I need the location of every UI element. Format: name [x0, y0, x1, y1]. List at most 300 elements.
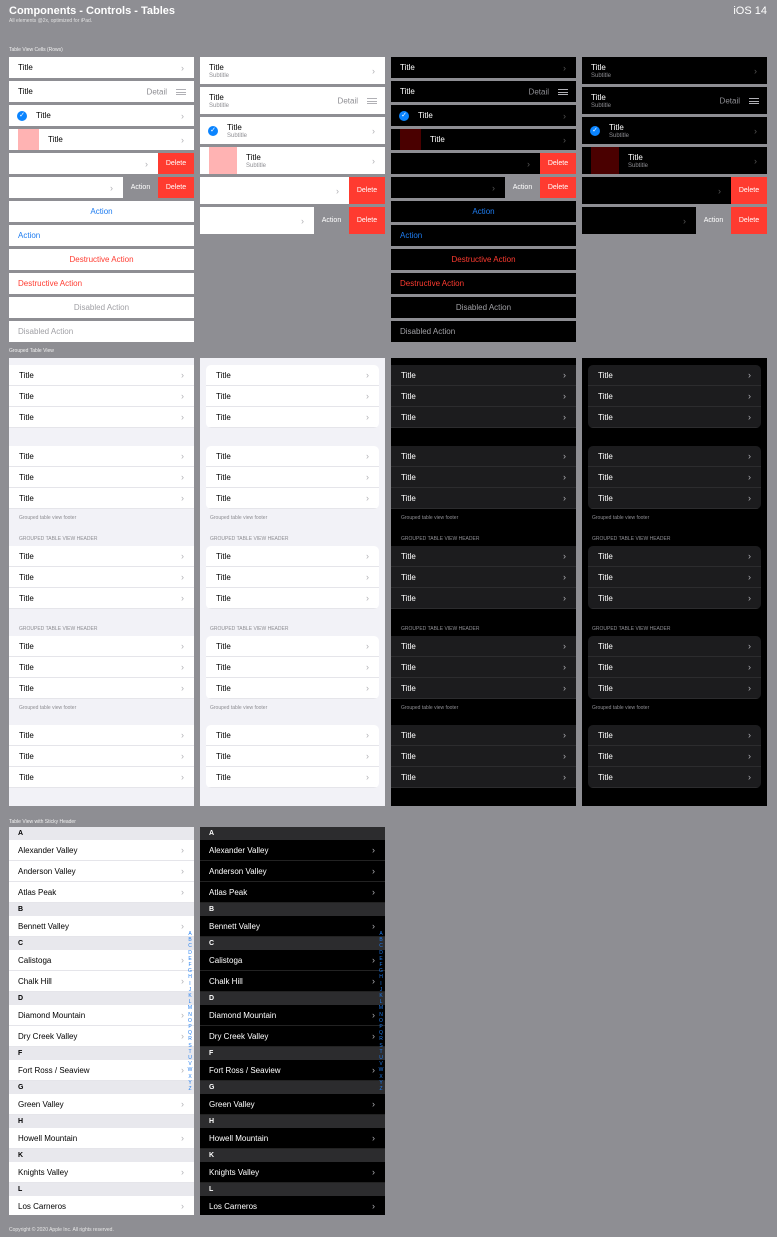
chevron-right-icon: › [181, 1099, 184, 1109]
delete-button[interactable]: Delete [731, 207, 767, 234]
sticky-section-header: B [9, 903, 194, 916]
cell-disabled-left [391, 321, 576, 342]
cell-swipe-actions[interactable] [391, 177, 576, 198]
cell-title: Title [400, 63, 415, 72]
cell-disabled-centered [391, 297, 576, 318]
reorder-icon[interactable] [749, 98, 759, 104]
chevron-right-icon: › [366, 730, 369, 740]
chevron-right-icon: › [563, 551, 566, 561]
sticky-list-item[interactable] [200, 1196, 385, 1215]
cell-destructive-centered[interactable] [9, 249, 194, 270]
cell-subtitle-checked[interactable] [582, 117, 767, 144]
sticky-list-item[interactable] [9, 1005, 194, 1026]
grouped-row[interactable] [391, 767, 576, 788]
grouped-row[interactable] [206, 588, 379, 609]
grouped-row[interactable] [588, 657, 761, 678]
grouped-row[interactable] [391, 365, 576, 386]
grouped-row-title: Title [216, 662, 231, 672]
index-letter[interactable]: L [379, 999, 383, 1006]
grouped-row[interactable] [588, 386, 761, 407]
chevron-right-icon: › [366, 472, 369, 482]
chevron-right-icon: › [366, 412, 369, 422]
sticky-section-header: K [200, 1149, 385, 1162]
grouped-row[interactable] [588, 467, 761, 488]
sticky-list-item[interactable] [9, 1128, 194, 1149]
sticky-list-item[interactable] [200, 861, 385, 882]
cell-swipe-delete[interactable] [9, 153, 194, 174]
cell-subtitle-detail[interactable] [582, 87, 767, 114]
grouped-row-title: Title [216, 730, 231, 740]
sticky-item-label: Knights Valley [18, 1167, 69, 1177]
cell-title: Title [430, 135, 445, 144]
index-letter[interactable]: K [379, 993, 383, 1000]
grouped-row[interactable] [9, 725, 194, 746]
cell-destructive-centered[interactable] [391, 249, 576, 270]
sticky-item-label: Diamond Mountain [18, 1010, 86, 1020]
sticky-list-item[interactable] [9, 916, 194, 937]
grouped-row[interactable] [391, 446, 576, 467]
chevron-right-icon: › [563, 110, 566, 121]
cell-swipe-delete[interactable] [391, 153, 576, 174]
grouped-section-footer: Grouped table view footer [592, 705, 650, 711]
sticky-list-item[interactable] [9, 1026, 194, 1047]
grouped-row[interactable] [391, 657, 576, 678]
sticky-list-item[interactable] [9, 1060, 194, 1081]
chevron-right-icon: › [181, 641, 184, 651]
sticky-section-header: C [200, 937, 385, 950]
sticky-list-item[interactable] [200, 1128, 385, 1149]
grouped-row-title: Title [401, 551, 416, 561]
index-letter[interactable]: R [188, 1036, 192, 1043]
grouped-row[interactable] [588, 746, 761, 767]
grouped-row-title: Title [598, 572, 613, 582]
grouped-row-title: Title [401, 751, 416, 761]
index-letter[interactable]: M [187, 1005, 193, 1012]
sticky-list-item[interactable] [200, 840, 385, 861]
sticky-list-item[interactable] [200, 1005, 385, 1026]
sticky-section-header: L [200, 1183, 385, 1196]
section-label-cells: Table View Cells (Rows) [9, 47, 63, 53]
index-letter[interactable]: N [379, 1011, 383, 1018]
index-letter[interactable]: W [378, 1067, 384, 1074]
grouped-section-header: GROUPED TABLE VIEW HEADER [19, 626, 98, 632]
cell-detail[interactable] [391, 81, 576, 102]
section-label-grouped: Grouped Table View [9, 348, 54, 354]
grouped-row-title: Title [19, 751, 34, 761]
grouped-row[interactable] [9, 636, 194, 657]
grouped-row[interactable] [9, 467, 194, 488]
chevron-right-icon: › [181, 551, 184, 561]
grouped-row[interactable] [206, 488, 379, 509]
sticky-section-header: F [9, 1047, 194, 1060]
grouped-row-title: Title [598, 641, 613, 651]
grouped-row[interactable] [9, 678, 194, 699]
chevron-right-icon: › [181, 593, 184, 603]
destructive-label: Destructive Action [18, 279, 83, 288]
index-letter[interactable]: E [379, 955, 383, 962]
grouped-section-header: GROUPED TABLE VIEW HEADER [19, 536, 98, 542]
sticky-list-item[interactable] [9, 1196, 194, 1215]
sticky-list-item[interactable] [9, 840, 194, 861]
sticky-list-item[interactable] [200, 1094, 385, 1115]
sticky-list-item[interactable] [9, 1162, 194, 1183]
grouped-row[interactable] [9, 657, 194, 678]
chevron-right-icon: › [372, 921, 375, 931]
chevron-right-icon: › [748, 662, 751, 672]
index-letter[interactable]: O [188, 1017, 192, 1024]
index-letter[interactable]: P [188, 1024, 192, 1031]
sticky-list-item[interactable] [200, 950, 385, 971]
grouped-row[interactable] [206, 746, 379, 767]
chevron-right-icon: › [372, 155, 375, 166]
index-letter[interactable]: O [379, 1017, 383, 1024]
cell-subtitle-detail[interactable] [200, 87, 385, 114]
sticky-item-label: Green Valley [18, 1099, 64, 1109]
grouped-row-title: Title [19, 472, 34, 482]
index-letter[interactable]: I [189, 980, 191, 987]
checkmark-icon[interactable]: ✓ [208, 126, 218, 136]
cell-thumbnail[interactable] [391, 129, 576, 150]
index-letter[interactable]: H [379, 974, 383, 981]
action-label: Action [18, 231, 41, 240]
grouped-row[interactable] [9, 567, 194, 588]
chevron-right-icon: › [748, 412, 751, 422]
page-title: Components - Controls - Tables [9, 5, 176, 17]
grouped-row[interactable] [9, 446, 194, 467]
index-letter[interactable]: G [188, 968, 192, 975]
action-button[interactable]: Action [314, 207, 349, 234]
grouped-section [391, 446, 576, 509]
grouped-row[interactable] [588, 488, 761, 509]
grouped-section [588, 446, 761, 509]
grouped-row-title: Title [19, 370, 34, 380]
grouped-row[interactable] [206, 567, 379, 588]
grouped-row[interactable] [9, 407, 194, 428]
grouped-row[interactable] [206, 467, 379, 488]
index-letter[interactable]: E [188, 955, 192, 962]
cell-swipe-delete[interactable] [200, 177, 385, 204]
checkmark-icon[interactable]: ✓ [399, 111, 409, 121]
index-letter[interactable]: R [379, 1036, 383, 1043]
grouped-row-title: Title [598, 662, 613, 672]
index-letter[interactable]: P [379, 1024, 383, 1031]
index-letter[interactable]: T [379, 1048, 383, 1055]
chevron-right-icon: › [181, 976, 184, 986]
index-letter[interactable]: Z [379, 1086, 383, 1093]
sticky-list-item[interactable] [9, 950, 194, 971]
grouped-row[interactable] [206, 446, 379, 467]
checkmark-icon[interactable]: ✓ [590, 126, 600, 136]
grouped-section [588, 636, 761, 699]
cell-destructive-left[interactable] [9, 273, 194, 294]
index-letter[interactable]: S [379, 1042, 383, 1049]
cell-title: Title [209, 92, 224, 102]
grouped-row[interactable] [588, 446, 761, 467]
delete-button[interactable]: Delete [349, 207, 385, 234]
sticky-item-label: Fort Ross / Seaview [209, 1065, 281, 1075]
chevron-right-icon: › [181, 1133, 184, 1143]
sticky-item-label: Howell Mountain [209, 1133, 269, 1143]
grouped-row[interactable] [391, 746, 576, 767]
index-letter[interactable]: T [188, 1048, 192, 1055]
sticky-section-header: H [9, 1115, 194, 1128]
chevron-right-icon: › [748, 391, 751, 401]
cell-action-left[interactable] [391, 225, 576, 246]
index-letter[interactable]: B [379, 937, 383, 944]
index-letter[interactable]: A [379, 931, 383, 937]
index-letter[interactable]: Q [379, 1030, 383, 1037]
destructive-label: Destructive Action [400, 279, 465, 288]
grouped-row[interactable] [206, 725, 379, 746]
grouped-row[interactable] [9, 588, 194, 609]
section-index-bar[interactable] [378, 931, 384, 1092]
chevron-right-icon: › [366, 551, 369, 561]
grouped-row[interactable] [9, 546, 194, 567]
grouped-row[interactable] [9, 386, 194, 407]
grouped-row[interactable] [9, 365, 194, 386]
grouped-row[interactable] [391, 725, 576, 746]
grouped-row[interactable] [206, 767, 379, 788]
chevron-right-icon: › [563, 683, 566, 693]
grouped-row[interactable] [588, 365, 761, 386]
index-letter[interactable]: S [188, 1042, 192, 1049]
cell-subtitle-checked[interactable] [200, 117, 385, 144]
grouped-section-footer: Grouped table view footer [210, 515, 268, 521]
grouped-row[interactable] [588, 678, 761, 699]
chevron-right-icon: › [366, 451, 369, 461]
chevron-right-icon: › [372, 1031, 375, 1041]
reorder-icon[interactable] [176, 89, 186, 95]
chevron-right-icon: › [110, 182, 113, 193]
grouped-row-title: Title [401, 683, 416, 693]
delete-button[interactable]: Delete [731, 177, 767, 204]
delete-button[interactable]: Delete [540, 153, 576, 174]
cell-title: Title [628, 152, 643, 162]
grouped-row-title: Title [401, 593, 416, 603]
grouped-row-title: Title [19, 391, 34, 401]
grouped-row-title: Title [216, 772, 231, 782]
reorder-icon[interactable] [367, 98, 377, 104]
cell-checked[interactable] [9, 105, 194, 126]
index-letter[interactable]: Y [379, 1079, 383, 1086]
sticky-list-item[interactable] [200, 1026, 385, 1047]
grouped-row[interactable] [391, 636, 576, 657]
thumbnail-image [209, 147, 237, 174]
cell-detail[interactable] [9, 81, 194, 102]
cell-basic[interactable] [9, 57, 194, 78]
grouped-row[interactable] [9, 488, 194, 509]
index-letter[interactable]: Z [188, 1086, 192, 1093]
grouped-section [9, 546, 194, 609]
grouped-row-title: Title [19, 593, 34, 603]
grouped-row[interactable] [588, 546, 761, 567]
cell-swipe-actions[interactable] [9, 177, 194, 198]
index-letter[interactable]: Q [188, 1030, 192, 1037]
grouped-row[interactable] [391, 546, 576, 567]
index-letter[interactable]: W [187, 1067, 193, 1074]
grouped-row-title: Title [216, 593, 231, 603]
grouped-row-title: Title [598, 751, 613, 761]
sticky-list-item[interactable] [9, 1094, 194, 1115]
delete-button[interactable]: Delete [349, 177, 385, 204]
grouped-row[interactable] [588, 636, 761, 657]
grouped-row[interactable] [206, 386, 379, 407]
action-button[interactable]: Action [123, 177, 158, 198]
grouped-section-header: GROUPED TABLE VIEW HEADER [401, 626, 480, 632]
cell-subtitle-thumbnail[interactable] [200, 147, 385, 174]
index-letter[interactable]: C [379, 943, 383, 950]
cell-destructive-left[interactable] [391, 273, 576, 294]
index-letter[interactable]: A [188, 931, 192, 937]
index-letter[interactable]: X [188, 1073, 192, 1080]
sticky-table-dark[interactable] [200, 827, 385, 1215]
index-letter[interactable]: V [188, 1061, 192, 1068]
grouped-row-title: Title [19, 572, 34, 582]
grouped-row-title: Title [598, 551, 613, 561]
grouped-row-title: Title [401, 662, 416, 672]
cell-swipe-actions[interactable] [200, 207, 385, 234]
grouped-section [588, 725, 761, 788]
cell-disabled-left [9, 321, 194, 342]
grouped-section-header: GROUPED TABLE VIEW HEADER [210, 536, 289, 542]
grouped-section [391, 546, 576, 609]
sticky-item-label: Los Carneros [18, 1201, 67, 1211]
sticky-list-item[interactable] [200, 1162, 385, 1183]
index-letter[interactable]: U [188, 1055, 192, 1062]
cell-action-centered[interactable] [9, 201, 194, 222]
index-letter[interactable]: V [379, 1061, 383, 1068]
delete-button[interactable]: Delete [158, 153, 194, 174]
index-letter[interactable]: D [379, 949, 383, 956]
index-letter[interactable]: J [379, 986, 383, 993]
cell-title: Title [36, 111, 51, 120]
cell-thumbnail[interactable] [9, 129, 194, 150]
chevron-right-icon: › [748, 572, 751, 582]
sticky-list-item[interactable] [200, 882, 385, 903]
index-letter[interactable]: G [379, 968, 383, 975]
index-letter[interactable]: Y [188, 1079, 192, 1086]
cell-action-centered[interactable] [391, 201, 576, 222]
grouped-row[interactable] [588, 588, 761, 609]
chevron-right-icon: › [718, 185, 721, 196]
index-letter[interactable]: N [188, 1011, 192, 1018]
sticky-item-label: Diamond Mountain [209, 1010, 277, 1020]
reorder-icon[interactable] [558, 89, 568, 95]
grouped-section [206, 365, 379, 428]
sticky-list-item[interactable] [200, 916, 385, 937]
chevron-right-icon: › [181, 662, 184, 672]
cell-swipe-delete[interactable] [582, 177, 767, 204]
index-letter[interactable]: H [188, 974, 192, 981]
grouped-row[interactable] [391, 567, 576, 588]
action-button[interactable]: Action [696, 207, 731, 234]
index-letter[interactable]: M [378, 1005, 384, 1012]
sticky-item-label: Knights Valley [209, 1167, 260, 1177]
cell-subtitle[interactable] [200, 57, 385, 84]
action-button[interactable]: Action [505, 177, 540, 198]
grouped-row[interactable] [391, 678, 576, 699]
grouped-row[interactable] [588, 567, 761, 588]
cell-subtitle[interactable] [582, 57, 767, 84]
chevron-right-icon: › [748, 751, 751, 761]
cell-checked[interactable] [391, 105, 576, 126]
sticky-list-item[interactable] [9, 882, 194, 903]
grouped-row[interactable] [391, 488, 576, 509]
sticky-item-label: Alexander Valley [209, 845, 269, 855]
index-letter[interactable]: I [380, 980, 382, 987]
grouped-row[interactable] [391, 386, 576, 407]
index-letter[interactable]: J [188, 986, 192, 993]
destructive-label: Destructive Action [69, 255, 134, 264]
cell-subtitle-thumbnail[interactable] [582, 147, 767, 174]
section-index-bar[interactable] [187, 931, 193, 1092]
grouped-row[interactable] [206, 636, 379, 657]
grouped-row[interactable] [9, 767, 194, 788]
grouped-row[interactable] [391, 407, 576, 428]
chevron-right-icon: › [372, 1133, 375, 1143]
grouped-row-title: Title [401, 730, 416, 740]
index-letter[interactable]: X [379, 1073, 383, 1080]
grouped-row[interactable] [588, 767, 761, 788]
grouped-row[interactable] [588, 407, 761, 428]
chevron-right-icon: › [748, 772, 751, 782]
grouped-row[interactable] [391, 467, 576, 488]
chevron-right-icon: › [181, 730, 184, 740]
cell-subtitle: Subtitle [209, 102, 230, 109]
sticky-list-item[interactable] [9, 971, 194, 992]
grouped-row[interactable] [206, 407, 379, 428]
index-letter[interactable]: C [188, 943, 192, 950]
chevron-right-icon: › [563, 751, 566, 761]
sticky-item-label: Anderson Valley [18, 866, 76, 876]
cell-basic[interactable] [391, 57, 576, 78]
grouped-row-title: Title [401, 472, 416, 482]
index-letter[interactable]: L [188, 999, 192, 1006]
grouped-row-title: Title [19, 493, 34, 503]
grouped-row[interactable] [391, 588, 576, 609]
cell-action-left[interactable] [9, 225, 194, 246]
sticky-list-item[interactable] [200, 971, 385, 992]
chevron-right-icon: › [372, 125, 375, 136]
index-letter[interactable]: K [188, 993, 192, 1000]
index-letter[interactable]: U [379, 1055, 383, 1062]
grouped-row[interactable] [206, 365, 379, 386]
sticky-list-item[interactable] [9, 861, 194, 882]
delete-button[interactable]: Delete [158, 177, 194, 198]
index-letter[interactable]: D [188, 949, 192, 956]
sticky-table-light[interactable] [9, 827, 194, 1215]
sticky-list-item[interactable] [200, 1060, 385, 1081]
index-letter[interactable]: F [379, 962, 383, 969]
grouped-row[interactable] [206, 678, 379, 699]
sticky-section-header: K [9, 1149, 194, 1162]
grouped-row[interactable] [588, 725, 761, 746]
sticky-item-label: Green Valley [209, 1099, 255, 1109]
chevron-right-icon: › [372, 955, 375, 965]
cell-title: Title [591, 62, 606, 72]
grouped-row[interactable] [206, 657, 379, 678]
grouped-row[interactable] [9, 746, 194, 767]
cell-swipe-actions[interactable] [582, 207, 767, 234]
chevron-right-icon: › [563, 472, 566, 482]
delete-button[interactable]: Delete [540, 177, 576, 198]
index-letter[interactable]: F [188, 962, 192, 969]
grouped-section [588, 365, 761, 428]
checkmark-icon[interactable]: ✓ [17, 111, 27, 121]
index-letter[interactable]: B [188, 937, 192, 944]
grouped-row[interactable] [206, 546, 379, 567]
sticky-item-label: Bennett Valley [209, 921, 260, 931]
